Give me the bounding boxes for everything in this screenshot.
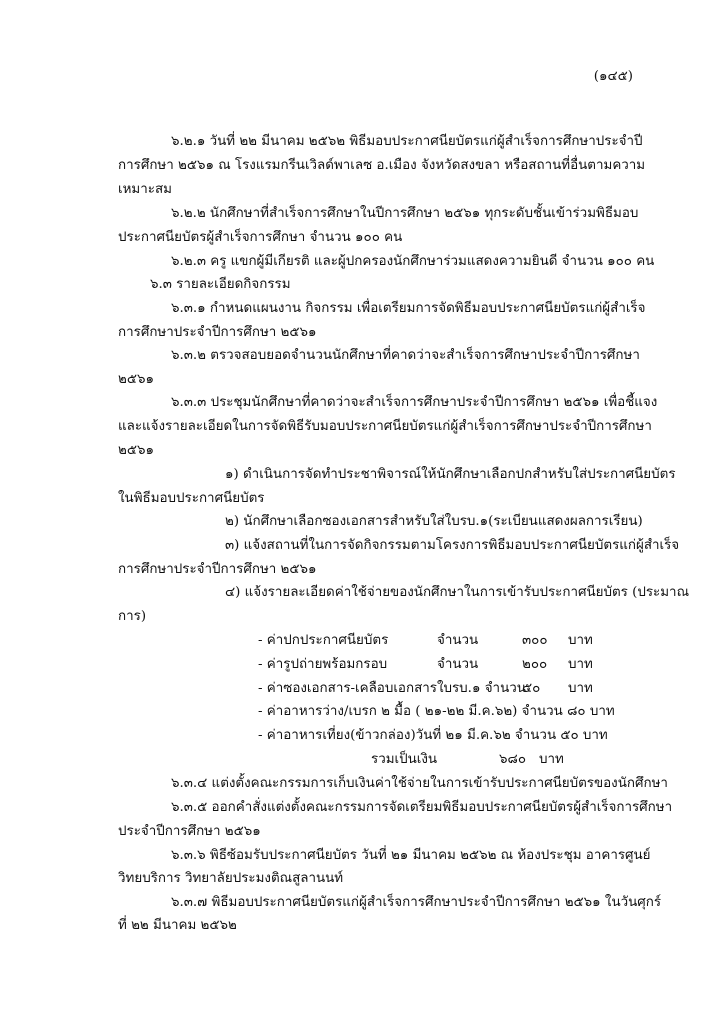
expense-total-value: ๖๘๐ — [499, 752, 527, 767]
paragraph-line: ๖.๓.๕ ออกคำสั่งแต่งตั้งคณะกรรมการจัดเตรียมพิธีมอบประกาศนียบัตรผู้สำเร็จการศึกษา — [171, 800, 673, 815]
paragraph-line: ๒๕๖๑ — [118, 372, 154, 387]
list-item-line: ๒) นักศึกษาเลือกซองเอกสารสำหรับใส่ใบรบ.๑(ระเบียนแสดงผลการเรียน) — [225, 514, 643, 529]
paragraph-line: วิทยบริการ วิทยาลัยประมงติณสูลานนท์ — [118, 871, 344, 886]
expense-item: - ค่าซองเอกสาร-เคลือบเอกสารใบรบ.๑ จำนวน — [258, 681, 526, 696]
list-item-line: ในพิธีมอบประกาศนียบัตร — [118, 491, 265, 506]
list-item-line: ๑) ดำเนินการจัดทำประชาพิจารณ์ให้นักศึกษาเลือกปกสำหรับใส่ประกาศนียบัตร — [225, 467, 676, 482]
expense-unit: บาท — [568, 633, 593, 648]
paragraph-line: ๖.๓.๑ กำหนดแผนงาน กิจกรรม เพื่อเตรียมการจัดพิธีมอบประกาศนียบัตรแก่ผู้สำเร็จ — [171, 301, 646, 316]
expense-unit: บาท — [568, 681, 593, 696]
expense-item: - ค่ารูปถ่ายพร้อมกรอบ — [258, 657, 388, 672]
paragraph-line: ๖.๓.๓ ประชุมนักศึกษาที่คาดว่าจะสำเร็จการศึกษาประจำปีการศึกษา ๒๕๖๑ เพื่อชี้แจง — [171, 395, 658, 410]
expense-amount: ๕๐ — [522, 681, 541, 696]
paragraph-line: และแจ้งรายละเอียดในการจัดพิธีรับมอบประกาศนียบัตรแก่ผู้สำเร็จการศึกษาประจำปีการศึกษา — [118, 419, 652, 434]
expense-amount: ๓๐๐ — [522, 633, 548, 648]
expense-unit: บาท — [568, 657, 593, 672]
paragraph-line: ๖.๓.๖ พิธีซ้อมรับประกาศนียบัตร วันที่ ๒๑ มีนาคม ๒๕๖๒ ณ ห้องประชุม อาคารศูนย์ — [171, 848, 651, 863]
page-number: (๑๔๕) — [593, 69, 633, 84]
expense-total-unit: บาท — [539, 752, 564, 767]
list-item-line: การ) — [118, 609, 147, 624]
paragraph-line: การศึกษา ๒๕๖๑ ณ โรงแรมกรีนเวิลด์พาเลซ อ.เมือง จังหวัดสงขลา หรือสถานที่อื่นตามความ — [118, 158, 646, 173]
list-item-line: ๔) แจ้งรายละเอียดค่าใช้จ่ายของนักศึกษาในการเข้ารับประกาศนียบัตร (ประมาณ — [225, 585, 689, 600]
paragraph-line: ๖.๓.๒ ตรวจสอบยอดจำนวนนักศึกษาที่คาดว่าจะสำเร็จการศึกษาประจำปีการศึกษา — [171, 348, 640, 363]
expense-item: - ค่าปกประกาศนียบัตร — [258, 633, 389, 648]
expense-amount: ๒๐๐ — [522, 657, 548, 672]
expense-item: - ค่าอาหารเที่ยง(ข้าวกล่อง)วันที่ ๒๑ มี.ค.๖๒ จำนวน ๕๐ บาท — [258, 728, 608, 743]
paragraph-line: เหมาะสม — [118, 182, 172, 197]
paragraph-line: ๖.๓.๗ พิธีมอบประกาศนียบัตรแก่ผู้สำเร็จการศึกษาประจำปีการศึกษา ๒๕๖๑ ในวันศุกร์ — [171, 895, 662, 910]
paragraph-line: ประจำปีการศึกษา ๒๕๖๑ — [118, 824, 261, 839]
paragraph-line: ๖.๒.๑ วันที่ ๒๒ มีนาคม ๒๕๖๒ พิธีมอบประกาศนียบัตรแก่ผู้สำเร็จการศึกษาประจำปี — [171, 134, 643, 149]
paragraph-line: ๖.๓.๔ แต่งตั้งคณะกรรมการเก็บเงินค่าใช้จ่ายในการเข้ารับประกาศนียบัตรของนักศึกษา — [171, 776, 668, 791]
paragraph-line: ๖.๒.๓ ครู แขกผู้มีเกียรติ และผู้ปกครองนักศึกษาร่วมแสดงความยินดี จำนวน ๑๐๐ คน — [171, 254, 655, 269]
list-item-line: การศึกษาประจำปีการศึกษา ๒๕๖๑ — [118, 562, 317, 577]
paragraph-line: ๒๕๖๑ — [118, 443, 154, 458]
paragraph-line: ประกาศนียบัตรผู้สำเร็จการศึกษา จำนวน ๑๐๐ คน — [118, 230, 403, 245]
section-heading: ๖.๓ รายละเอียดกิจกรรม — [150, 277, 291, 292]
list-item-line: ๓) แจ้งสถานที่ในการจัดกิจกรรมตามโครงการพิธีมอบประกาศนียบัตรแก่ผู้สำเร็จ — [225, 538, 680, 553]
paragraph-line: ที่ ๒๒ มีนาคม ๒๕๖๒ — [118, 918, 237, 933]
paragraph-line: ๖.๒.๒ นักศึกษาที่สำเร็จการศึกษาในปีการศึกษา ๒๕๖๑ ทุกระดับชั้นเข้าร่วมพิธีมอบ — [171, 206, 639, 221]
expense-item: - ค่าอาหารว่าง/เบรก ๒ มื้อ ( ๒๑-๒๒ มี.ค.๖๒) จำนวน ๘๐ บาท — [258, 704, 615, 719]
expense-total-label: รวมเป็นเงิน — [371, 752, 438, 767]
expense-qty-label: จำนวน — [437, 633, 479, 648]
expense-qty-label: จำนวน — [437, 657, 479, 672]
paragraph-line: การศึกษาประจำปีการศึกษา ๒๕๖๑ — [118, 325, 317, 340]
